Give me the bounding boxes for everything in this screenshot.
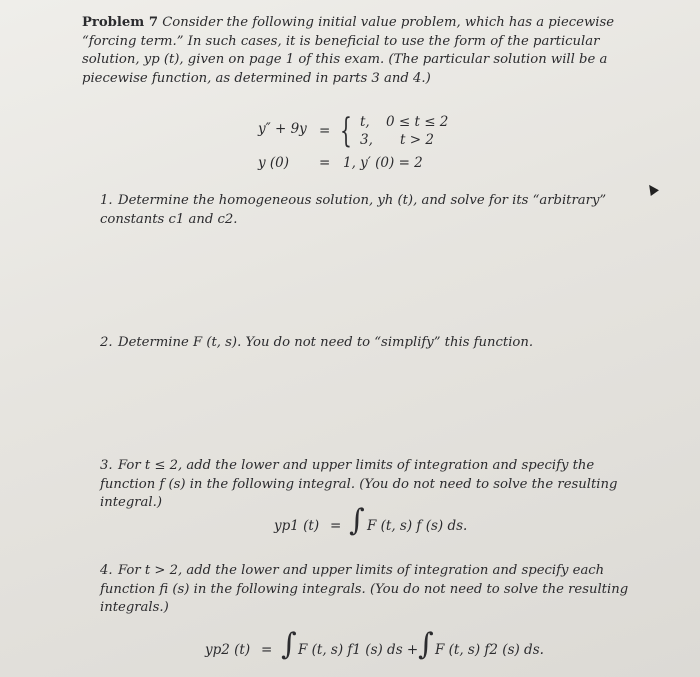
ode-equals: = [319,123,331,139]
integral-sign-icon: ∫ [349,503,365,538]
integral-sign-icon: ∫ [281,627,297,662]
problem-statement [82,14,642,88]
case2-value: 3, [360,132,373,148]
part-1: 1. Determine the homogeneous solution, yh (t), and solve for its “arbitrary” constants c1 and c2. [100,193,607,227]
case1-condition: 0 ≤ t ≤ 2 [386,114,449,130]
part-4: 4. For t > 2, add the lower and upper limits of integration and specify each function fi (s) in the following integrals. (You do not need to solve the resulting integrals.) [100,563,629,616]
mouse-cursor-icon [645,182,659,196]
case1-value: t, [360,114,370,130]
part-3: 3. For t ≤ 2, add the lower and upper limits of integration and specify the function f (s) in the following integral. (You do not need to solve the resulting integral.) [100,458,618,511]
eq4-term1: F (t, s) f1 (s) ds + [298,642,419,658]
initial-condition-rhs: 1, y′ (0) = 2 [343,155,423,171]
eq3-lhs: yp1 (t) [274,518,320,534]
eq4-equals: = [261,642,273,658]
initial-condition-equals: = [319,155,331,171]
eq4-lhs: yp2 (t) [205,642,251,658]
part-2: 2. Determine F (t, s). You do not need to “simplify” this function. [100,335,534,350]
eq3-equals: = [330,518,342,534]
problem-label: Problem 7 [82,15,159,30]
ode-lhs: y″ + 9y [258,121,307,137]
eq3-integrand: F (t, s) f (s) ds. [367,518,468,534]
eq4-term2: F (t, s) f2 (s) ds. [435,642,544,658]
integral-sign-icon: ∫ [418,627,434,662]
piecewise-brace: { [340,111,352,151]
problem-intro: Consider the following initial value problem, which has a piecewise “forcing term.” In such cases, it is beneficial to use the form of the particular solution, yp (t), given on page 1 of this exam. (The particular solution will be a piecewise function, as determined in parts 3 and 4.) [82,15,615,86]
case2-condition: t > 2 [400,132,434,148]
initial-condition-lhs: y (0) [258,155,290,171]
